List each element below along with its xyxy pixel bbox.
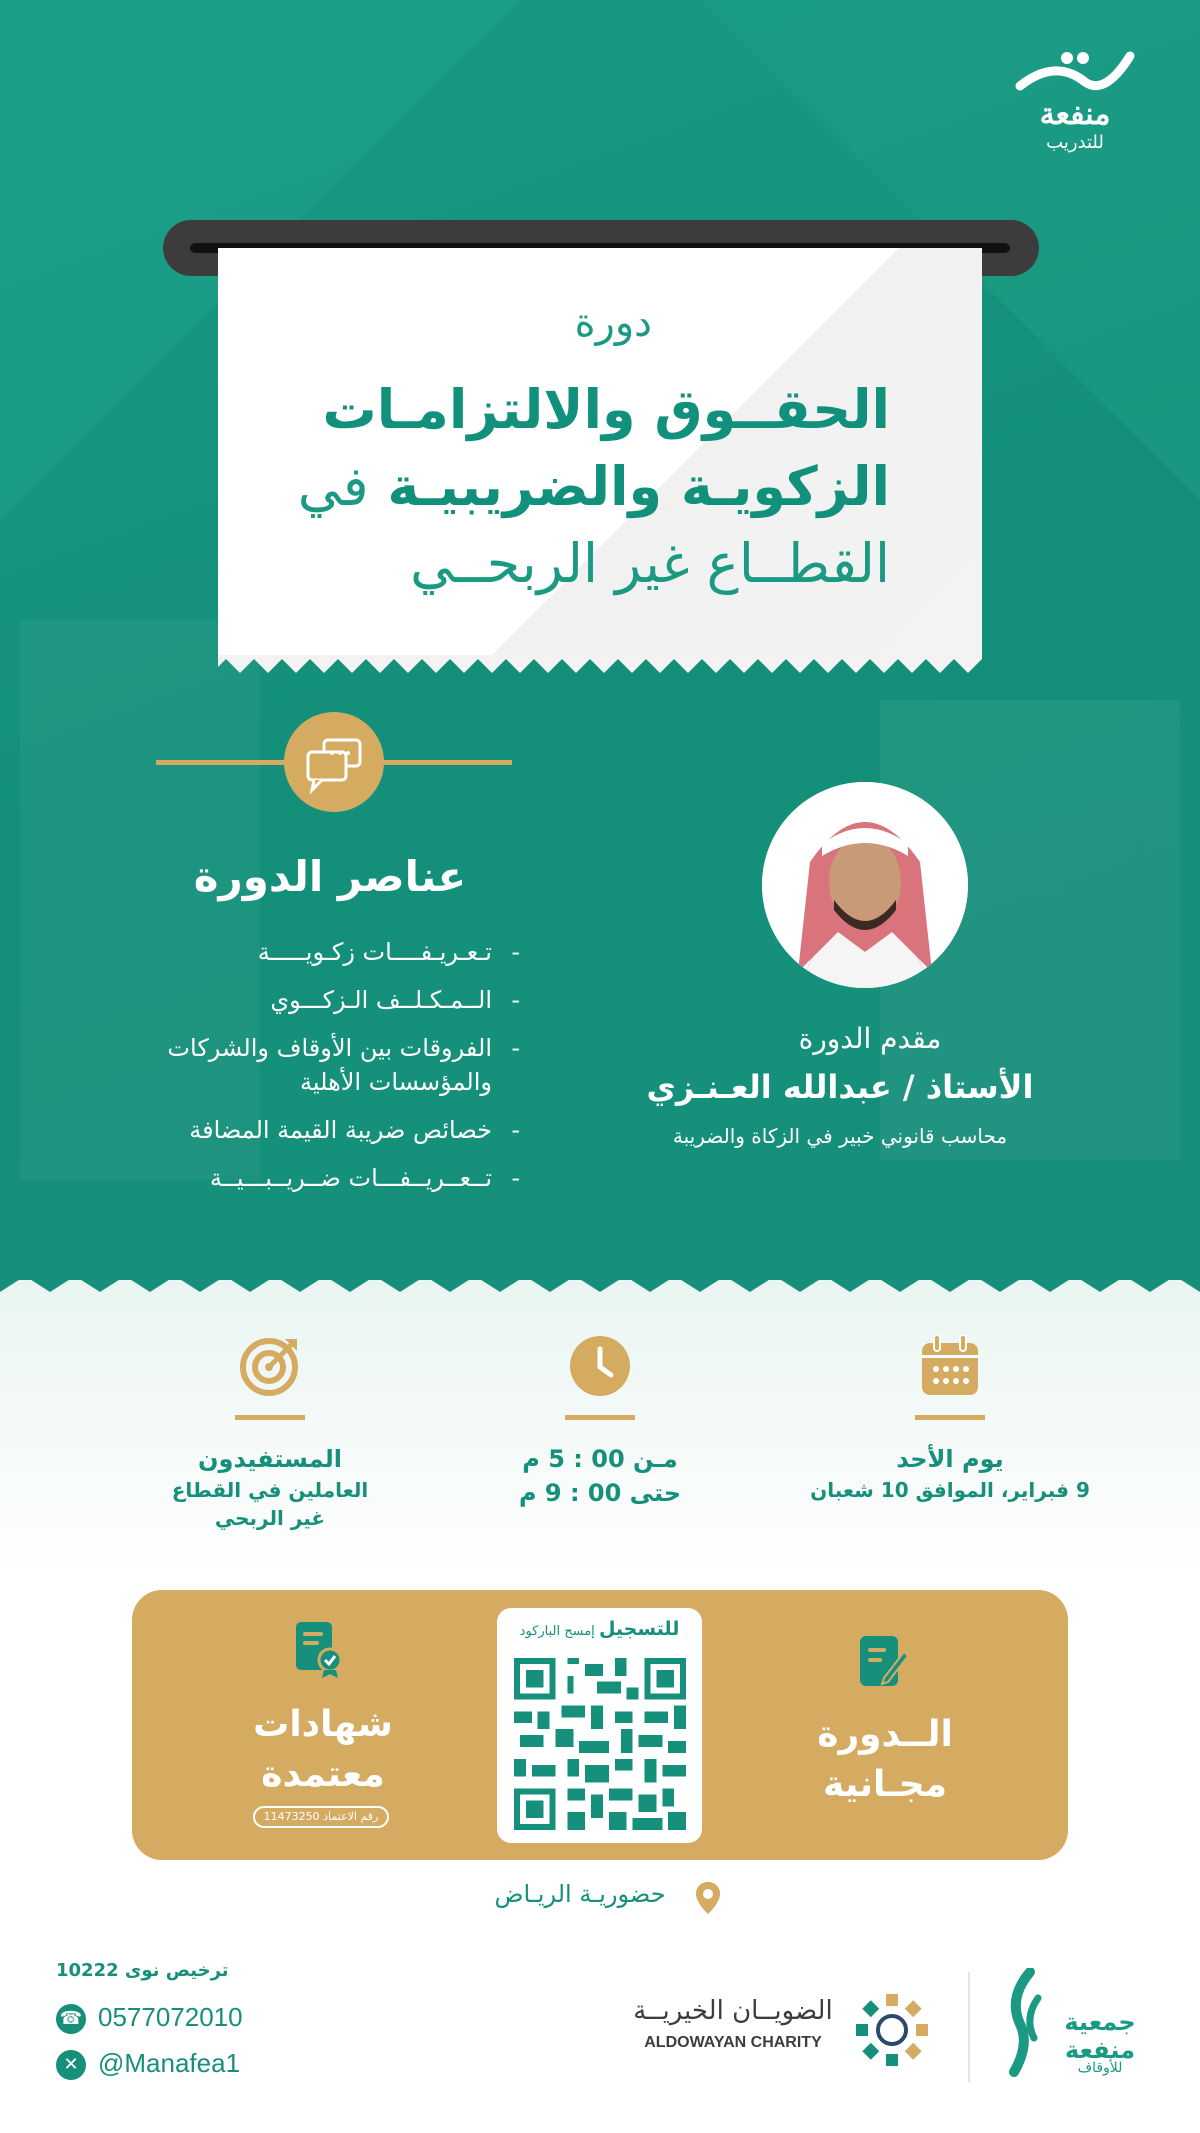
info-time: [450, 1335, 750, 1510]
dowayan-charity-logo: [852, 1990, 932, 2070]
free-course-text: [770, 1710, 1000, 1810]
social-handle: @Manafea1: [98, 2048, 241, 2078]
info-time-from: مـن 00 : 5 م: [522, 1445, 678, 1473]
certificates-line2: معتمدة: [261, 1754, 385, 1795]
elements-list: [150, 935, 520, 1209]
qr-code-icon[interactable]: [514, 1658, 686, 1830]
chat-bubbles-icon: [284, 712, 384, 812]
dowayan-name-ar: الضويــان الخيريــة: [633, 1996, 833, 2026]
register-label: للتسجيل: [598, 1618, 680, 1640]
info-beneficiaries-line2: غير الربحي: [214, 1506, 326, 1530]
free-course-line2: مجـانية: [822, 1764, 948, 1805]
presenter-avatar: [762, 782, 968, 988]
info-day-bar: [915, 1415, 985, 1420]
list-item: - الفروقات بين الأوقاف والشركات والمؤسسات الأهلية: [150, 1031, 520, 1099]
target-icon: [239, 1335, 301, 1397]
logo-sub: للتدريب: [1046, 132, 1104, 153]
footer-divider: [968, 1972, 970, 2082]
manafea-logo-icon: [1015, 48, 1135, 98]
zigzag-divider: [0, 1262, 1200, 1312]
certificate-icon: [294, 1620, 344, 1678]
certificates-text: [218, 1700, 428, 1800]
phone-number: 0577072010: [98, 2002, 243, 2032]
social-contact[interactable]: [56, 2048, 316, 2084]
course-title-line2: [290, 455, 890, 518]
phone-icon: ☎: [56, 2004, 86, 2034]
list-item: - الــمـكـلــف الـزكـــوي: [150, 983, 520, 1017]
course-title-line2-thin: في: [297, 455, 369, 518]
list-item: - تـعـريـفــــات زكـويـــــة: [150, 935, 520, 969]
calendar-icon: [920, 1335, 980, 1397]
jamiya-line1: [1050, 2008, 1150, 2064]
phone-contact[interactable]: [56, 2002, 316, 2038]
info-time-to: حتى 00 : 9 م: [518, 1479, 682, 1507]
location-pin-icon: [696, 1882, 720, 1914]
free-course-line1: الــدورة: [817, 1714, 953, 1755]
presenter-name: الأستاذ / عبدالله العـنـزي: [646, 1068, 1034, 1106]
accreditation-badge: رقم الاعتماد 11473250: [253, 1806, 389, 1828]
manafea-training-logo: [1010, 48, 1140, 154]
course-title-line1: الحقــوق والالتزامـات: [322, 378, 890, 441]
jamiya-name-2: منفعة: [1064, 2036, 1136, 2064]
course-title-line2-bold: الزكويـة والضريبيـة: [387, 455, 890, 518]
course-kicker: دورة: [574, 300, 652, 346]
course-title-line3: القطــاع غير الربحــي: [410, 532, 890, 595]
info-beneficiaries-bar: [235, 1415, 305, 1420]
presenter-title: محاسب قانوني خبير في الزكاة والضريبة: [672, 1124, 1008, 1148]
info-beneficiaries: [120, 1335, 420, 1532]
location: [420, 1876, 780, 1916]
jamiya-sub: للأوقاف: [1077, 2060, 1123, 2076]
qr-label: [497, 1618, 702, 1640]
list-item: - خصائص ضريبة القيمة المضافة: [150, 1113, 520, 1147]
info-beneficiaries-title: المستفيدون: [198, 1445, 342, 1473]
presenter-role: مقدم الدورة: [798, 1022, 942, 1055]
jamiya-name: جمعية: [1064, 2008, 1136, 2036]
info-day-title: يوم الأحد: [896, 1445, 1004, 1473]
logo-name: منفعة: [1039, 97, 1111, 132]
license-number: ترخيص نوى 10222: [56, 1960, 229, 1981]
info-day: [800, 1335, 1100, 1504]
register-hint: إمسح الباركود: [519, 1624, 595, 1639]
dowayan-name-en: ALDOWAYAN CHARITY: [644, 2034, 822, 2051]
certificates-line1: شهادات: [253, 1704, 393, 1745]
location-text: حضوريـة الريـاض: [494, 1880, 666, 1908]
paper-jagged-edge: [218, 655, 982, 677]
clock-icon: [569, 1335, 631, 1397]
elements-title: عناصر الدورة: [193, 852, 467, 901]
info-time-bar: [565, 1415, 635, 1420]
info-beneficiaries-line1: العاملين في القطاع: [171, 1478, 369, 1502]
list-item: - تــعــريــفـــات ضــريــبـــيــة: [150, 1161, 520, 1195]
jamiya-manafea-logo: [1000, 1968, 1052, 2078]
info-day-date: 9 فبراير، الموافق 10 شعبان: [810, 1478, 1090, 1502]
edit-document-icon: [858, 1634, 908, 1690]
x-twitter-icon: ✕: [56, 2050, 86, 2080]
